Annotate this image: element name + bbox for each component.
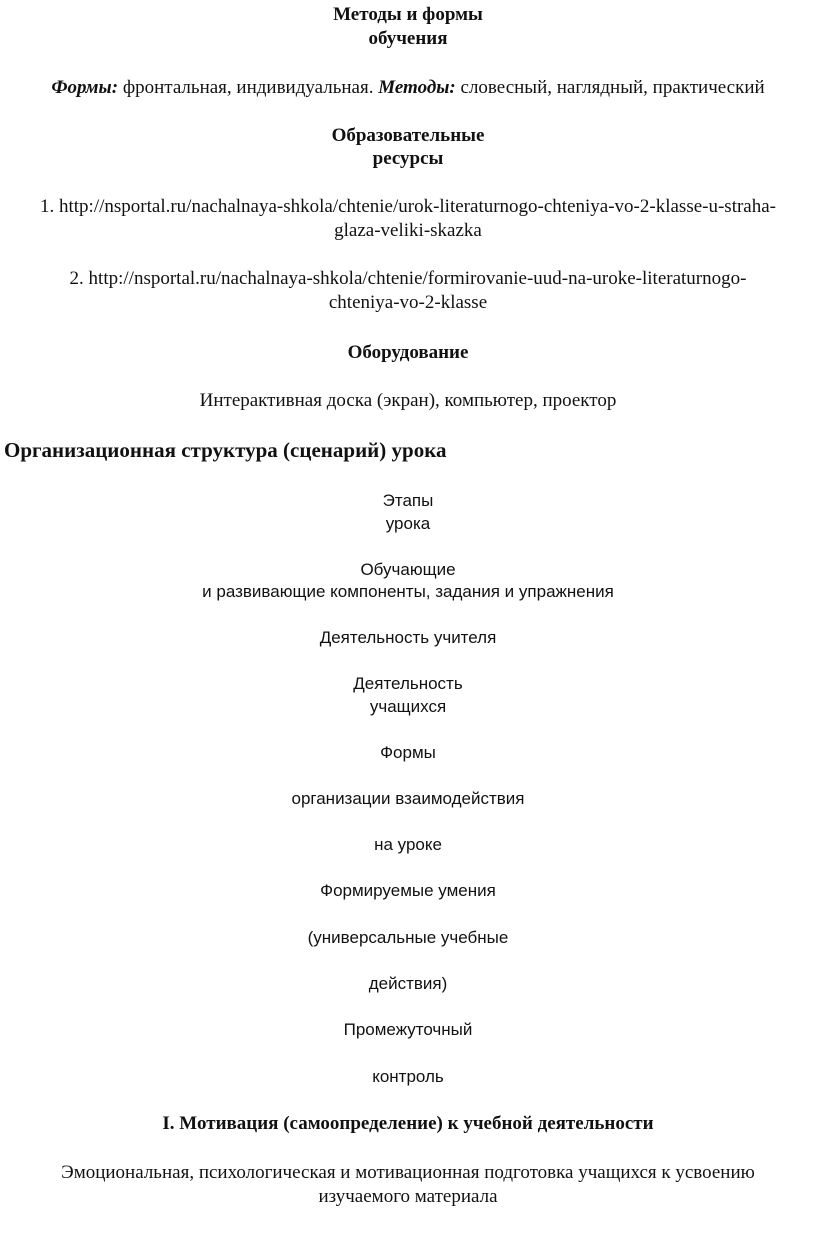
column-label: Деятельность учителя <box>319 628 497 647</box>
resource-link-2-line2[interactable]: chteniya-vo-2-klasse <box>328 292 488 313</box>
column-label: Обучающие <box>360 560 456 579</box>
column-label: учащихся <box>369 697 447 716</box>
column-label: Формируемые умения <box>320 881 496 900</box>
column-label: Деятельность <box>353 674 463 693</box>
forms-methods-line <box>0 76 816 100</box>
column-label: Промежуточный <box>343 1020 473 1039</box>
resource-link-2-line1[interactable]: 2. http://nsportal.ru/nachalnaya-shkola/chtenie/formirovanie-uud-na-uroke-literaturnogo- <box>69 268 747 289</box>
forms-text: фронтальная, индивидуальная. <box>118 77 379 98</box>
column-label: организации взаимодействия <box>291 789 525 808</box>
column-label: урока <box>385 514 431 533</box>
structure-heading: Организационная структура (сценарий) урока <box>4 438 447 462</box>
column-label: контроль <box>372 1067 444 1086</box>
methods-title-line1: Методы и формы <box>333 4 483 25</box>
stage1-text-line1: Эмоциональная, психологическая и мотивационная подготовка учащихся к усвоению <box>61 1162 755 1183</box>
equipment-title: Оборудование <box>347 342 469 363</box>
column-label: Этапы <box>382 491 434 510</box>
column-label: и развивающие компоненты, задания и упражнения <box>202 582 614 601</box>
resources-title-line2: ресурсы <box>372 148 444 169</box>
stage1-title: I. Мотивация (самоопределение) к учебной деятельности <box>162 1113 654 1134</box>
column-label: действия) <box>368 974 448 993</box>
methods-title-line2: обучения <box>368 28 448 49</box>
resources-title-line1: Образовательные <box>331 125 485 146</box>
forms-label: Формы: <box>51 77 119 98</box>
stage1-text-line2: изучаемого материала <box>318 1186 498 1207</box>
methods-label: Методы: <box>378 77 456 98</box>
equipment-text: Интерактивная доска (экран), компьютер, проектор <box>199 390 617 411</box>
column-label: на уроке <box>374 835 442 854</box>
column-label: Формы <box>380 743 436 762</box>
resource-link-1-line1[interactable]: 1. http://nsportal.ru/nachalnaya-shkola/chtenie/urok-literaturnogo-chteniya-vo-2-klasse-u-straha- <box>40 196 776 217</box>
resource-link-1-line2[interactable]: glaza-veliki-skazka <box>334 220 482 241</box>
methods-text: словесный, наглядный, практический <box>455 77 765 98</box>
column-label: (универсальные учебные <box>307 928 509 947</box>
